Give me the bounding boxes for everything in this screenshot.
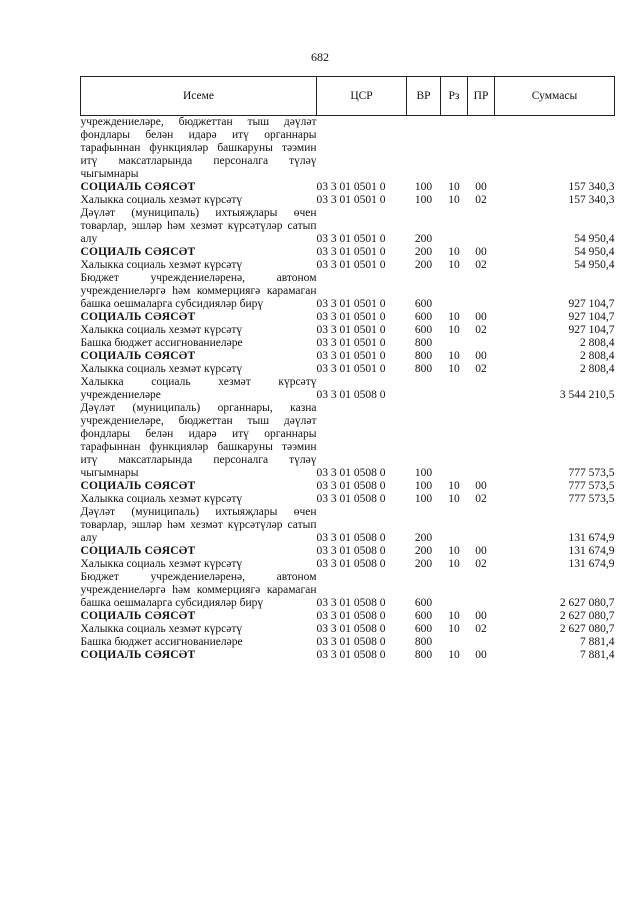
table-row — [81, 207, 615, 246]
row-rz-cell: 10 — [448, 545, 460, 557]
row-pr-cell: 02 — [475, 623, 487, 635]
row-amount-cell: 54 950,4 — [574, 259, 615, 271]
row-vr-cell: 100 — [414, 493, 433, 505]
row-amount-cell: 7 881,4 — [580, 636, 615, 648]
table-row — [81, 181, 615, 194]
row-amount-cell: 777 573,5 — [568, 467, 615, 479]
row-pr-cell: 00 — [475, 246, 487, 258]
row-amount-cell: 2 627 080,7 — [559, 623, 615, 635]
row-rz-cell — [441, 571, 468, 610]
row-name-cell: Дәүләт (муниципаль) органнары, казна учреждениеләре, бюджеттан тыш дәүләт фондлары белән идарә итү органнары тарафыннан функцияләр башкаруны тәэмин итү максатларында персоналга түләү чыгымнары — [80, 402, 317, 479]
row-code-cell: 03 3 01 0501 0 — [316, 337, 386, 349]
row-pr-cell — [468, 571, 495, 610]
row-rz-cell: 10 — [448, 649, 460, 661]
row-rz-cell — [441, 207, 468, 246]
row-pr-cell — [468, 116, 495, 182]
header-rz: Рз — [441, 77, 468, 116]
header-vr: ВР — [407, 77, 441, 116]
table-row — [81, 311, 615, 324]
header-csr: ЦСР — [317, 77, 407, 116]
table-row — [81, 259, 615, 272]
row-name-cell: Халыкка социаль хезмәт күрсәтү — [80, 259, 243, 271]
row-name-cell: СОЦИАЛЬ СӘЯСӘТ — [80, 545, 196, 557]
table-row — [81, 545, 615, 558]
row-amount-cell: 131 674,9 — [568, 558, 615, 570]
row-rz-cell — [441, 402, 468, 480]
row-rz-cell — [441, 337, 468, 350]
row-pr-cell — [468, 376, 495, 402]
row-amount-cell: 2 627 080,7 — [559, 597, 615, 609]
row-vr-cell: 600 — [414, 324, 433, 336]
row-code-cell: 03 3 01 0501 0 — [316, 259, 386, 271]
row-amount-cell: 131 674,9 — [568, 532, 615, 544]
row-code-cell: 03 3 01 0508 0 — [316, 493, 386, 505]
row-code-cell: 03 3 01 0501 0 — [316, 350, 386, 362]
row-rz-cell — [441, 272, 468, 311]
row-amount-cell: 2 808,4 — [580, 337, 615, 349]
row-name-cell: СОЦИАЛЬ СӘЯСӘТ — [80, 311, 196, 323]
row-vr-cell: 800 — [414, 363, 433, 375]
row-rz-cell: 10 — [448, 181, 460, 193]
row-code-cell: 03 3 01 0508 0 — [316, 636, 386, 648]
row-vr-cell: 200 — [414, 545, 433, 557]
row-code-cell: 03 3 01 0508 0 — [316, 389, 386, 401]
row-code-cell: 03 3 01 0501 0 — [316, 194, 386, 206]
row-vr-cell: 600 — [414, 623, 433, 635]
table-row — [81, 623, 615, 636]
row-pr-cell: 00 — [475, 350, 487, 362]
row-amount-cell: 927 104,7 — [568, 324, 615, 336]
row-pr-cell — [468, 636, 495, 649]
row-pr-cell: 02 — [475, 324, 487, 336]
table-row — [81, 636, 615, 649]
row-amount-cell: 157 340,3 — [568, 194, 615, 206]
row-name-cell: Халыкка социаль хезмәт күрсәтү — [80, 623, 243, 635]
row-pr-cell — [468, 506, 495, 545]
row-rz-cell: 10 — [448, 259, 460, 271]
row-pr-cell: 02 — [475, 493, 487, 505]
row-code-cell: 03 3 01 0508 0 — [316, 467, 386, 479]
table-row — [81, 350, 615, 363]
row-rz-cell: 10 — [448, 623, 460, 635]
row-vr-cell: 200 — [414, 233, 433, 245]
row-vr-cell — [407, 116, 441, 182]
row-pr-cell: 02 — [475, 558, 487, 570]
table-body — [81, 116, 615, 663]
row-code-cell: 03 3 01 0508 0 — [316, 558, 386, 570]
row-pr-cell: 00 — [475, 610, 487, 622]
row-vr-cell: 600 — [414, 298, 433, 310]
row-name-cell: Халыкка социаль хезмәт күрсәтү — [80, 363, 243, 375]
row-amount-cell: 54 950,4 — [574, 246, 615, 258]
row-rz-cell — [441, 506, 468, 545]
table-row — [81, 246, 615, 259]
row-amount-cell: 777 573,5 — [568, 480, 615, 492]
row-name-cell: СОЦИАЛЬ СӘЯСӘТ — [80, 610, 196, 622]
row-vr-cell — [407, 376, 441, 402]
row-rz-cell: 10 — [448, 363, 460, 375]
table-row — [81, 493, 615, 506]
row-name-cell: Халыкка социаль хезмәт күрсәтү — [80, 493, 243, 505]
row-pr-cell — [468, 207, 495, 246]
row-rz-cell — [441, 636, 468, 649]
row-name-cell: Халыкка социаль хезмәт күрсәтү — [80, 558, 243, 570]
row-name-cell: СОЦИАЛЬ СӘЯСӘТ — [80, 480, 196, 492]
row-name-cell: СОЦИАЛЬ СӘЯСӘТ — [80, 181, 196, 193]
row-name-cell: Дәүләт (муниципаль) ихтыяҗлары өчен товарлар, эшләр һәм хезмәт күрсәтүләр сатып алу — [80, 207, 317, 245]
row-pr-cell: 00 — [475, 311, 487, 323]
table-row — [81, 649, 615, 662]
row-vr-cell: 800 — [414, 350, 433, 362]
table-row — [81, 480, 615, 493]
row-amount-cell: 131 674,9 — [568, 545, 615, 557]
row-name-cell: Халыкка социаль хезмәт күрсәтү — [80, 194, 243, 206]
row-vr-cell: 100 — [414, 467, 433, 479]
row-amount-cell: 54 950,4 — [574, 233, 615, 245]
row-amount-cell — [495, 116, 615, 182]
row-code-cell: 03 3 01 0508 0 — [316, 480, 386, 492]
table-row — [81, 558, 615, 571]
row-pr-cell: 02 — [475, 363, 487, 375]
row-rz-cell: 10 — [448, 493, 460, 505]
row-name-cell: Бюджет учреждениеләренә, автоном учреждениеләргә һәм коммерциягә карамаган башка оешмаларга субсидияләр бирү — [80, 272, 317, 310]
row-vr-cell: 200 — [414, 532, 433, 544]
header-sum: Суммасы — [495, 77, 615, 116]
row-code-cell: 03 3 01 0508 0 — [316, 532, 386, 544]
table-row — [81, 272, 615, 311]
row-pr-cell: 00 — [475, 181, 487, 193]
row-rz-cell: 10 — [448, 311, 460, 323]
row-code-cell: 03 3 01 0501 0 — [316, 298, 386, 310]
row-amount-cell: 7 881,4 — [580, 649, 615, 661]
row-amount-cell: 927 104,7 — [568, 311, 615, 323]
row-amount-cell: 777 573,5 — [568, 493, 615, 505]
row-code-cell: 03 3 01 0508 0 — [316, 597, 386, 609]
row-rz-cell: 10 — [448, 350, 460, 362]
table-row — [81, 610, 615, 623]
table-row — [81, 402, 615, 480]
row-amount-cell: 3 544 210,5 — [559, 389, 615, 401]
row-pr-cell — [468, 272, 495, 311]
row-vr-cell: 200 — [414, 246, 433, 258]
row-rz-cell — [441, 116, 468, 182]
row-pr-cell: 00 — [475, 480, 487, 492]
row-code-cell — [317, 116, 407, 182]
table-row — [81, 116, 615, 182]
header-name: Исеме — [81, 77, 317, 116]
budget-table — [80, 76, 615, 662]
row-pr-cell: 02 — [475, 259, 487, 271]
row-code-cell: 03 3 01 0508 0 — [316, 610, 386, 622]
table-row — [81, 506, 615, 545]
row-code-cell: 03 3 01 0501 0 — [316, 246, 386, 258]
row-pr-cell: 00 — [475, 649, 487, 661]
row-rz-cell: 10 — [448, 558, 460, 570]
row-name-cell: учреждениеләре, бюджеттан тыш дәүләт фондлары белән идарә итү органнары тарафыннан функцияләр башкаруны тәэмин итү максатларында персоналга түләү чыгымнары — [80, 116, 317, 180]
row-code-cell: 03 3 01 0501 0 — [316, 233, 386, 245]
row-code-cell: 03 3 01 0508 0 — [316, 649, 386, 661]
row-name-cell: Башка бюджет ассигнованиеләре — [80, 337, 243, 349]
row-vr-cell: 600 — [414, 610, 433, 622]
row-name-cell: СОЦИАЛЬ СӘЯСӘТ — [80, 246, 196, 258]
row-vr-cell: 100 — [414, 480, 433, 492]
row-name-cell: Халыкка социаль хезмәт күрсәтү — [80, 324, 243, 336]
table-row — [81, 337, 615, 350]
row-name-cell: СОЦИАЛЬ СӘЯСӘТ — [80, 350, 196, 362]
row-vr-cell: 600 — [414, 311, 433, 323]
table-header-row — [81, 77, 615, 116]
row-code-cell: 03 3 01 0501 0 — [316, 363, 386, 375]
row-pr-cell — [468, 402, 495, 480]
row-amount-cell: 157 340,3 — [568, 181, 615, 193]
row-amount-cell: 2 627 080,7 — [559, 610, 615, 622]
row-vr-cell: 800 — [414, 649, 433, 661]
table-row — [81, 363, 615, 376]
row-rz-cell — [441, 376, 468, 402]
row-amount-cell: 2 808,4 — [580, 363, 615, 375]
row-vr-cell: 100 — [414, 181, 433, 193]
row-rz-cell: 10 — [448, 610, 460, 622]
row-code-cell: 03 3 01 0501 0 — [316, 324, 386, 336]
row-code-cell: 03 3 01 0508 0 — [316, 545, 386, 557]
table-row — [81, 194, 615, 207]
page-number: 682 — [311, 50, 329, 64]
row-amount-cell: 927 104,7 — [568, 298, 615, 310]
row-name-cell: Халыкка социаль хезмәт күрсәтү учреждениеләре — [80, 376, 317, 401]
row-rz-cell: 10 — [448, 246, 460, 258]
row-rz-cell: 10 — [448, 480, 460, 492]
row-pr-cell — [468, 337, 495, 350]
row-name-cell: Башка бюджет ассигнованиеләре — [80, 636, 243, 648]
row-vr-cell: 200 — [414, 558, 433, 570]
table-row — [81, 324, 615, 337]
row-code-cell: 03 3 01 0508 0 — [316, 623, 386, 635]
row-pr-cell: 02 — [475, 194, 487, 206]
row-vr-cell: 800 — [414, 636, 433, 648]
row-vr-cell: 100 — [414, 194, 433, 206]
header-pr: ПР — [468, 77, 495, 116]
table-row — [81, 376, 615, 402]
row-code-cell: 03 3 01 0501 0 — [316, 311, 386, 323]
row-amount-cell: 2 808,4 — [580, 350, 615, 362]
row-name-cell: Дәүләт (муниципаль) ихтыяҗлары өчен товарлар, эшләр һәм хезмәт күрсәтүләр сатып алу — [80, 506, 317, 544]
row-vr-cell: 600 — [414, 597, 433, 609]
row-name-cell: СОЦИАЛЬ СӘЯСӘТ — [80, 649, 196, 661]
row-code-cell: 03 3 01 0501 0 — [316, 181, 386, 193]
row-vr-cell: 200 — [414, 259, 433, 271]
table-row — [81, 571, 615, 610]
row-name-cell: Бюджет учреждениеләренә, автоном учреждениеләргә һәм коммерциягә карамаган башка оешмаларга субсидияләр бирү — [80, 571, 317, 609]
row-pr-cell: 00 — [475, 545, 487, 557]
row-rz-cell: 10 — [448, 194, 460, 206]
row-vr-cell: 800 — [414, 337, 433, 349]
row-rz-cell: 10 — [448, 324, 460, 336]
